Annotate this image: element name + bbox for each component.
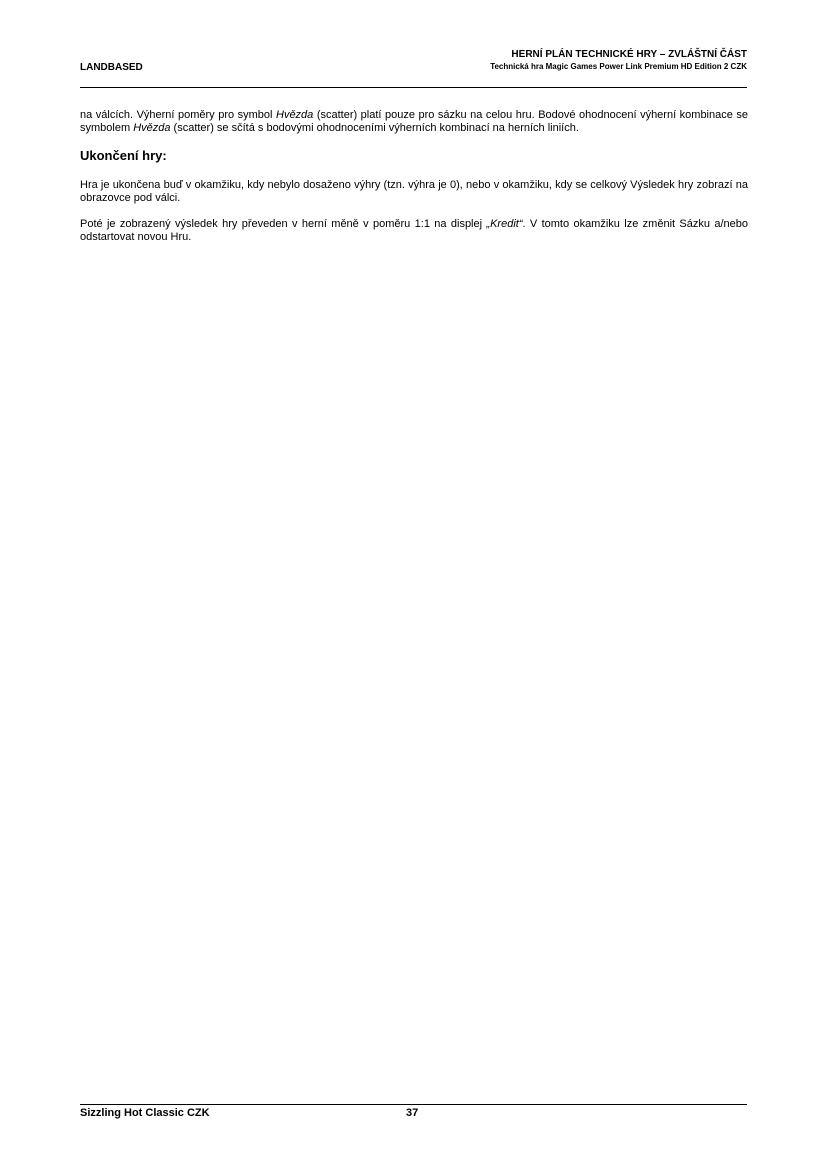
page-content	[80, 109, 748, 257]
paragraph-text: Poté je zobrazený výsledek hry převeden v herní měně v poměru 1:1 na displej	[80, 218, 487, 230]
paragraph-scatter	[80, 109, 748, 135]
header-left-label: LANDBASED	[80, 62, 143, 73]
footer-divider	[80, 1104, 747, 1105]
footer-title: Sizzling Hot Classic CZK	[80, 1107, 210, 1119]
paragraph-game-end: Hra je ukončena buď v okamžiku, kdy nebylo dosaženo výhry (tzn. výhra je 0), nebo v okamžiku, kdy se celkový Výsledek hry zobrazí na obrazovce pod válci.	[80, 179, 748, 204]
italic-term: Hvězda	[133, 122, 171, 134]
paragraph-text: (scatter) platí pouze pro sázku na celou hru. Bodové ohodnocení výherní kombinace se symbolem	[80, 109, 748, 134]
header-subtitle: Technická hra Magic Games Power Link Premium HD Edition 2 CZK	[490, 62, 747, 71]
paragraph-credit	[80, 218, 748, 244]
paragraph-text: . V tomto okamžiku lze změnit Sázku a/nebo odstartovat novou Hru.	[80, 218, 748, 243]
header-divider	[80, 87, 747, 88]
header-titles	[490, 49, 747, 72]
section-heading: Ukončení hry:	[80, 148, 167, 163]
italic-term: Hvězda	[276, 109, 314, 121]
paragraph-text: (scatter) se sčítá s bodovými ohodnoceními výherních kombinací na herních liniích.	[170, 122, 579, 134]
paragraph-text: na válcích. Výherní poměry pro symbol	[80, 109, 276, 121]
header-title: HERNÍ PLÁN TECHNICKÉ HRY – ZVLÁŠTNÍ ČÁST	[511, 49, 747, 60]
page-number: 37	[406, 1107, 419, 1119]
italic-term: „Kredit“	[486, 218, 523, 230]
